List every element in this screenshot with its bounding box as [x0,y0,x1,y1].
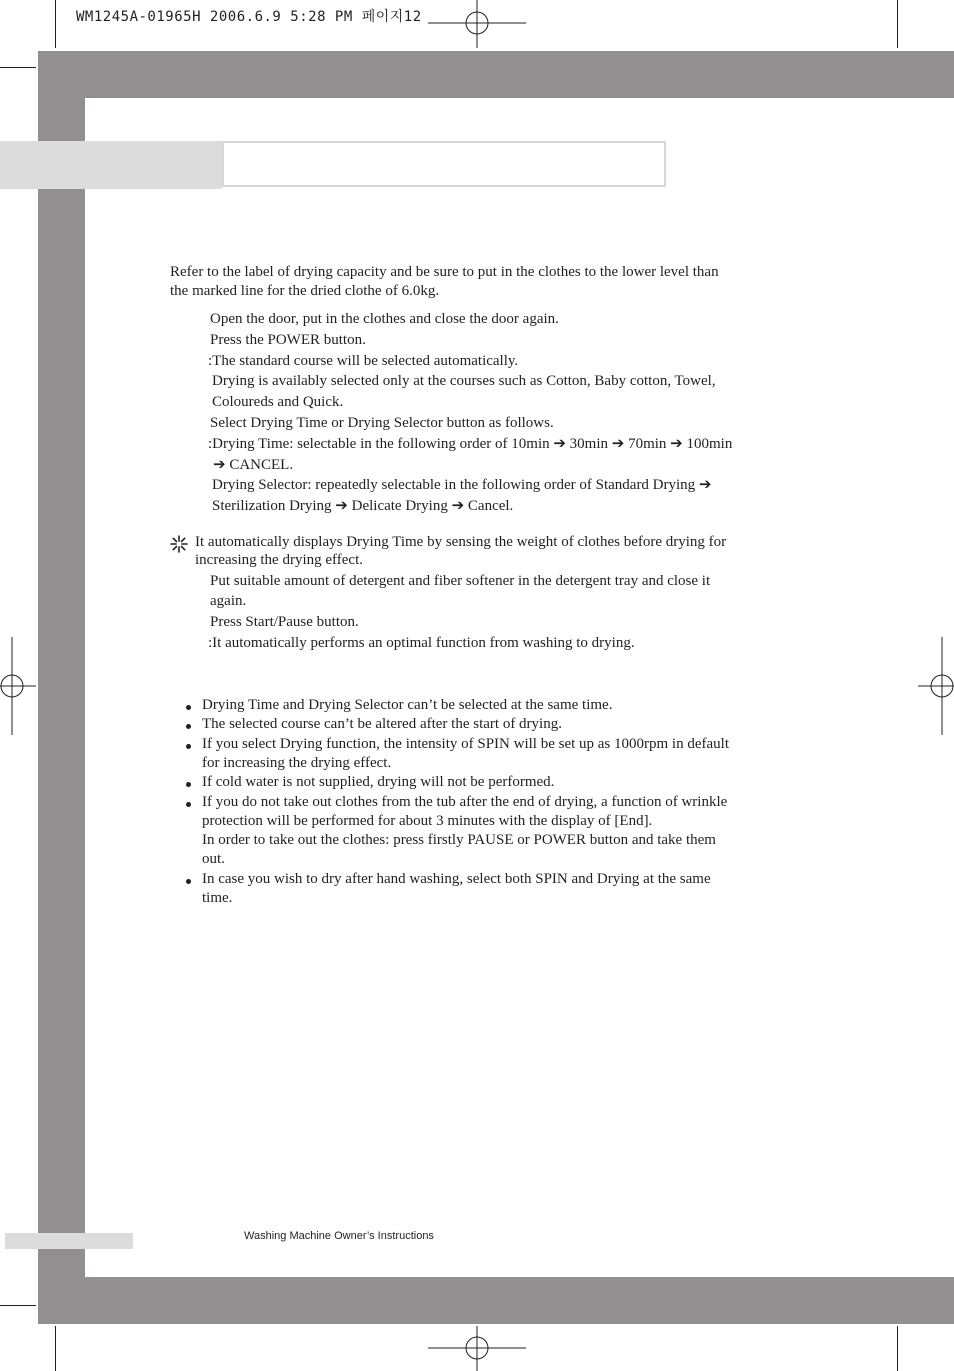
note-item [202,870,711,908]
intro-line: Refer to the label of drying capacity and be sure to put in the clothes to the lower level than [170,264,719,280]
step-line: Select Drying Time or Drying Selector button as follows. [210,415,554,431]
step-line: ➔ CANCEL. [213,457,294,473]
step-line: :Drying Time: selectable in the following order of 10min ➔ 30min ➔ 70min ➔ 100min [208,436,733,452]
note-line: protection will be performed for about 3 minutes with the display of [End]. [202,813,653,829]
note-line: Drying Time and Drying Selector can’t be selected at the same time. [202,697,613,713]
registration-target-icon [428,0,526,48]
note-line: The selected course can’t be altered after the start of drying. [202,716,562,732]
registration-target-icon [918,637,954,735]
step-line: :It automatically performs an optimal function from washing to drying. [208,635,635,651]
step-line: Open the door, put in the clothes and close the door again. [210,311,559,327]
print-header: WM1245A-01965H 2006.6.9 5:28 PM 페이지12 [76,9,422,25]
crop-mark [0,67,36,68]
step-line: again. [210,593,247,609]
step-line: Coloureds and Quick. [212,394,344,410]
note-line: time. [202,890,233,906]
note-item [202,696,612,715]
frame-left [38,51,85,1324]
note-line: If you select Drying function, the intensity of SPIN will be set up as 1000rpm in default [202,736,729,752]
step-line: Drying is availably selected only at the courses such as Cotton, Baby cotton, Towel, [212,373,716,389]
section-title-box [222,141,666,187]
note-line: If you do not take out clothes from the tub after the end of drying, a function of wrinkle [202,794,728,810]
crop-mark [55,0,56,48]
note-line: In order to take out the clothes: press firstly PAUSE or POWER button and take them [202,832,716,848]
note-item [202,773,554,792]
step-line: Press Start/Pause button. [210,614,359,630]
registration-target-icon [428,1326,526,1371]
note-item [202,715,562,734]
crop-mark [55,1326,56,1371]
crop-mark [897,0,898,48]
auto-note-line: It automatically displays Drying Time by sensing the weight of clothes before drying for [195,534,727,550]
step-line: Press the POWER button. [210,332,366,348]
footer-text: Washing Machine Owner’s Instructions [244,1230,434,1242]
note-line: If cold water is not supplied, drying will not be performed. [202,774,555,790]
intro-line: the marked line for the dried clothe of 6.0kg. [170,283,440,299]
crop-mark [897,1326,898,1371]
page-number-tab [5,1233,133,1249]
section-tab [0,141,222,189]
note-line: for increasing the drying effect. [202,755,392,771]
step-line: Drying Selector: repeatedly selectable in the following order of Standard Drying ➔ [212,477,712,493]
step-line: :The standard course will be selected automatically. [208,353,519,369]
registration-target-icon [0,637,36,735]
frame-top [38,51,954,98]
auto-note-line: increasing the drying effect. [195,552,363,568]
crop-mark [0,1305,36,1306]
step-line: Put suitable amount of detergent and fiber softener in the detergent tray and close it [210,573,711,589]
step-line: Sterilization Drying ➔ Delicate Drying ➔ Cancel. [212,498,514,514]
note-item [202,735,729,773]
note-item [202,793,727,869]
asterisk-snowflake-icon [170,535,188,553]
note-line: In case you wish to dry after hand washing, select both SPIN and Drying at the same [202,871,711,887]
frame-bottom [38,1277,954,1324]
note-line: out. [202,851,225,867]
